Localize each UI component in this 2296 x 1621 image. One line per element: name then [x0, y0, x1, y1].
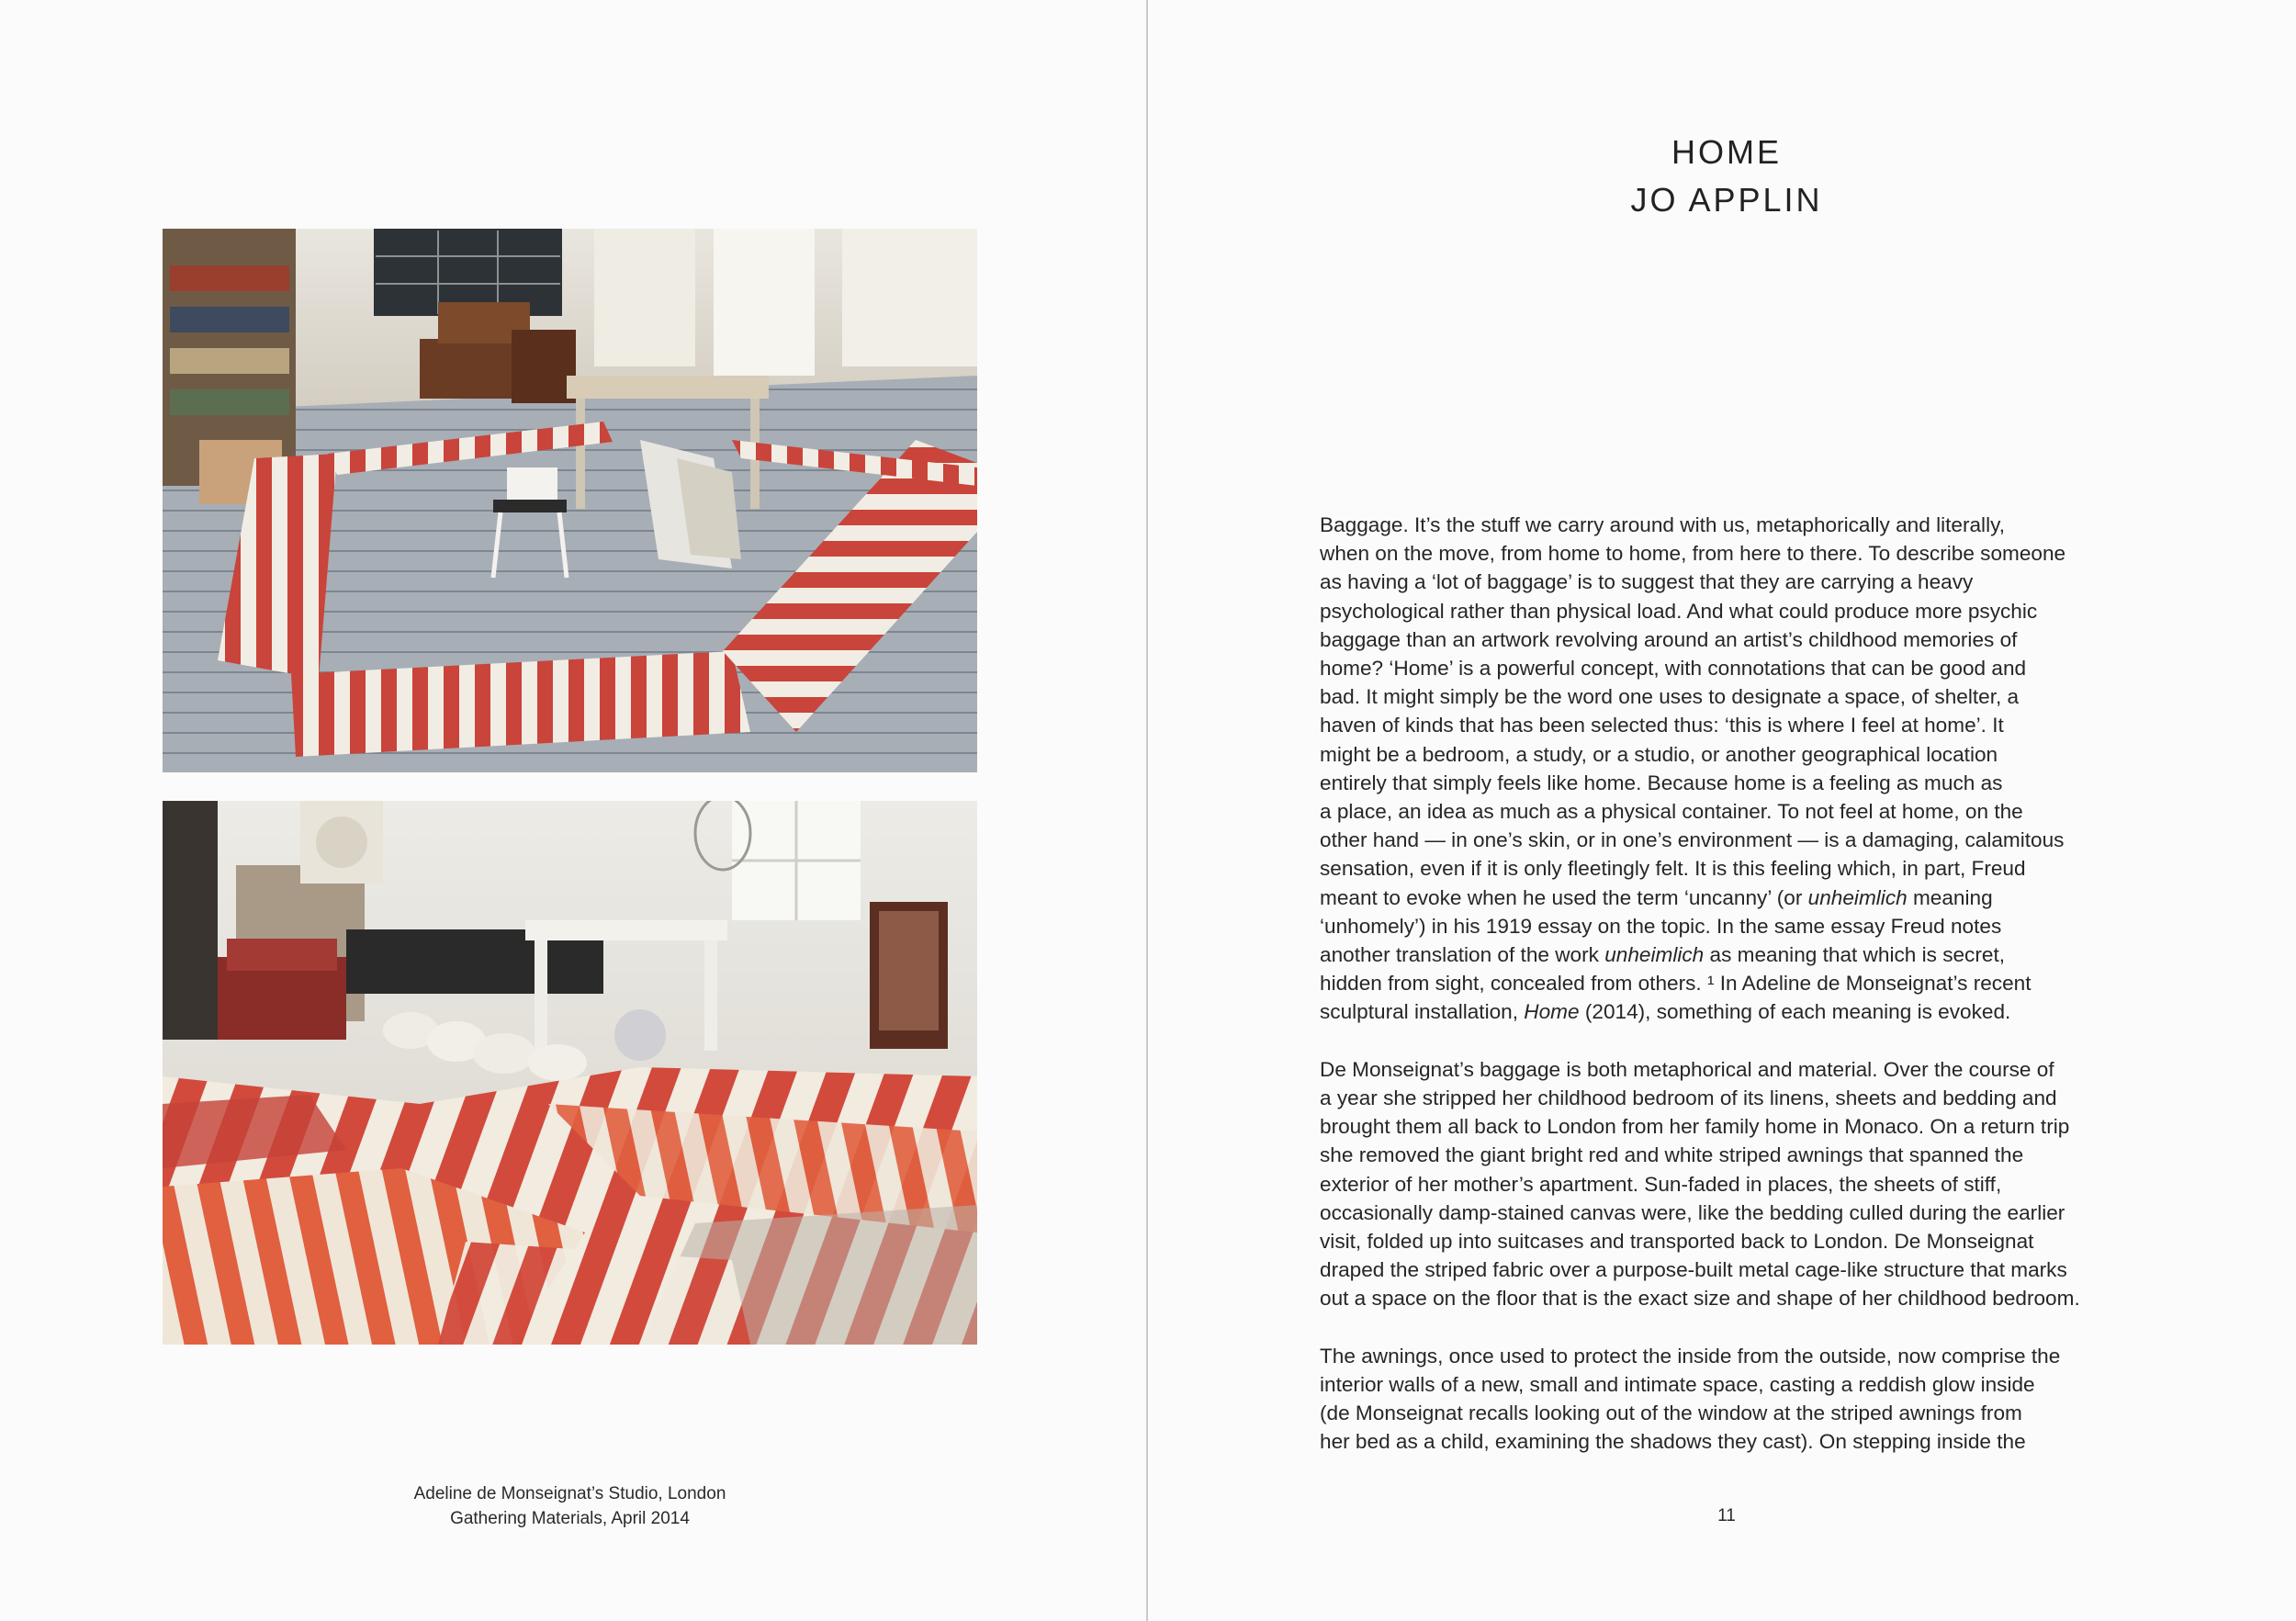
photo-caption	[163, 1481, 977, 1531]
left-page	[0, 0, 1146, 1621]
caption-line-1: Adeline de Monseignat’s Studio, London	[413, 1484, 726, 1503]
caption-line-2: Gathering Materials, April 2014	[450, 1509, 690, 1528]
text-line: haven of kinds that has been selected thus: ‘this is where I feel at home’. It	[1320, 714, 2004, 737]
text-line: visit, folded up into suitcases and transported back to London. De Monseignat	[1320, 1230, 2034, 1254]
text-line: hidden from sight, concealed from others. ¹ In Adeline de Monseignat’s recent	[1320, 972, 2032, 996]
studio-floor-stripes-image	[163, 229, 977, 772]
text-line: draped the striped fabric over a purpose-built metal cage-like structure that marks	[1320, 1258, 2067, 1282]
text-line: The awnings, once used to protect the inside from the outside, now comprise the	[1320, 1344, 2061, 1368]
title-line-author: JO APPLIN	[1630, 181, 1823, 219]
text-line: (de Monseignat recalls looking out of the window at the striped awnings from	[1320, 1401, 2022, 1425]
studio-photo-bottom	[163, 801, 977, 1345]
text-line: out a space on the floor that is the exact size and shape of her childhood bedroom.	[1320, 1287, 2080, 1311]
text-line: she removed the giant bright red and white striped awnings that spanned the	[1320, 1143, 2024, 1167]
text-line: when on the move, from home to home, from here to there. To describe someone	[1320, 542, 2066, 566]
text-line: occasionally damp-stained canvas were, like the bedding culled during the earlier	[1320, 1200, 2065, 1224]
text-line: a year she stripped her childhood bedroom of its linens, sheets and bedding and	[1320, 1086, 2057, 1110]
text-line: Baggage. It’s the stuff we carry around with us, metaphorically and literally,	[1320, 513, 2005, 536]
text-line: bad. It might simply be the word one uses to designate a space, of shelter, a	[1320, 685, 2020, 709]
paragraph-3	[1320, 1342, 2146, 1457]
text-line: might be a bedroom, a study, or a studio, or another geographical location	[1320, 742, 1998, 766]
studio-photo-top	[163, 229, 977, 772]
paragraph-gap	[1320, 1313, 2146, 1342]
text-line: as having a ‘lot of baggage’ is to suggest that they are carrying a heavy	[1320, 570, 1974, 594]
article-body	[1320, 511, 2146, 1457]
text-line: baggage than an artwork revolving around an artist’s childhood memories of	[1320, 627, 2018, 651]
text-line: ‘unhomely’) in his 1919 essay on the topic. In the same essay Freud notes	[1320, 914, 2002, 938]
page-number: 11	[1717, 1506, 1736, 1525]
paragraph-2	[1320, 1055, 2146, 1313]
text-line: interior walls of a new, small and intimate space, casting a reddish glow inside	[1320, 1373, 2035, 1397]
text-line: a place, an idea as much as a physical container. To not feel at home, on the	[1320, 800, 2023, 824]
title-line-home: HOME	[1671, 133, 1782, 171]
text-line: sculptural installation, Home (2014), something of each meaning is evoked.	[1320, 1000, 2011, 1024]
text-line: home? ‘Home’ is a powerful concept, with connotations that can be good and	[1320, 657, 2027, 681]
paragraph-gap	[1320, 1027, 2146, 1055]
text-line: entirely that simply feels like home. Because home is a feeling as much as	[1320, 771, 2003, 794]
text-line: another translation of the work unheimlich as meaning that which is secret,	[1320, 943, 2005, 967]
text-line: her bed as a child, examining the shadows they cast). On stepping inside the	[1320, 1430, 2026, 1454]
text-line: psychological rather than physical load. And what could produce more psychic	[1320, 599, 2038, 623]
article-title	[1148, 129, 2296, 224]
text-line: brought them all back to London from her family home in Monaco. On a return trip	[1320, 1115, 2070, 1139]
text-line: exterior of her mother’s apartment. Sun-faded in places, the sheets of stiff,	[1320, 1172, 2002, 1196]
paragraph-1	[1320, 511, 2146, 1027]
text-line: De Monseignat’s baggage is both metaphorical and material. Over the course of	[1320, 1057, 2054, 1081]
text-line: meant to evoke when he used the term ‘uncanny’ (or unheimlich meaning	[1320, 885, 1993, 909]
gathered-fabric-image	[163, 801, 977, 1345]
text-line: sensation, even if it is only fleetingly felt. It is this feeling which, in part, Freud	[1320, 857, 2026, 881]
text-line: other hand — in one’s skin, or in one’s environment — is a damaging, calamitous	[1320, 828, 2065, 852]
